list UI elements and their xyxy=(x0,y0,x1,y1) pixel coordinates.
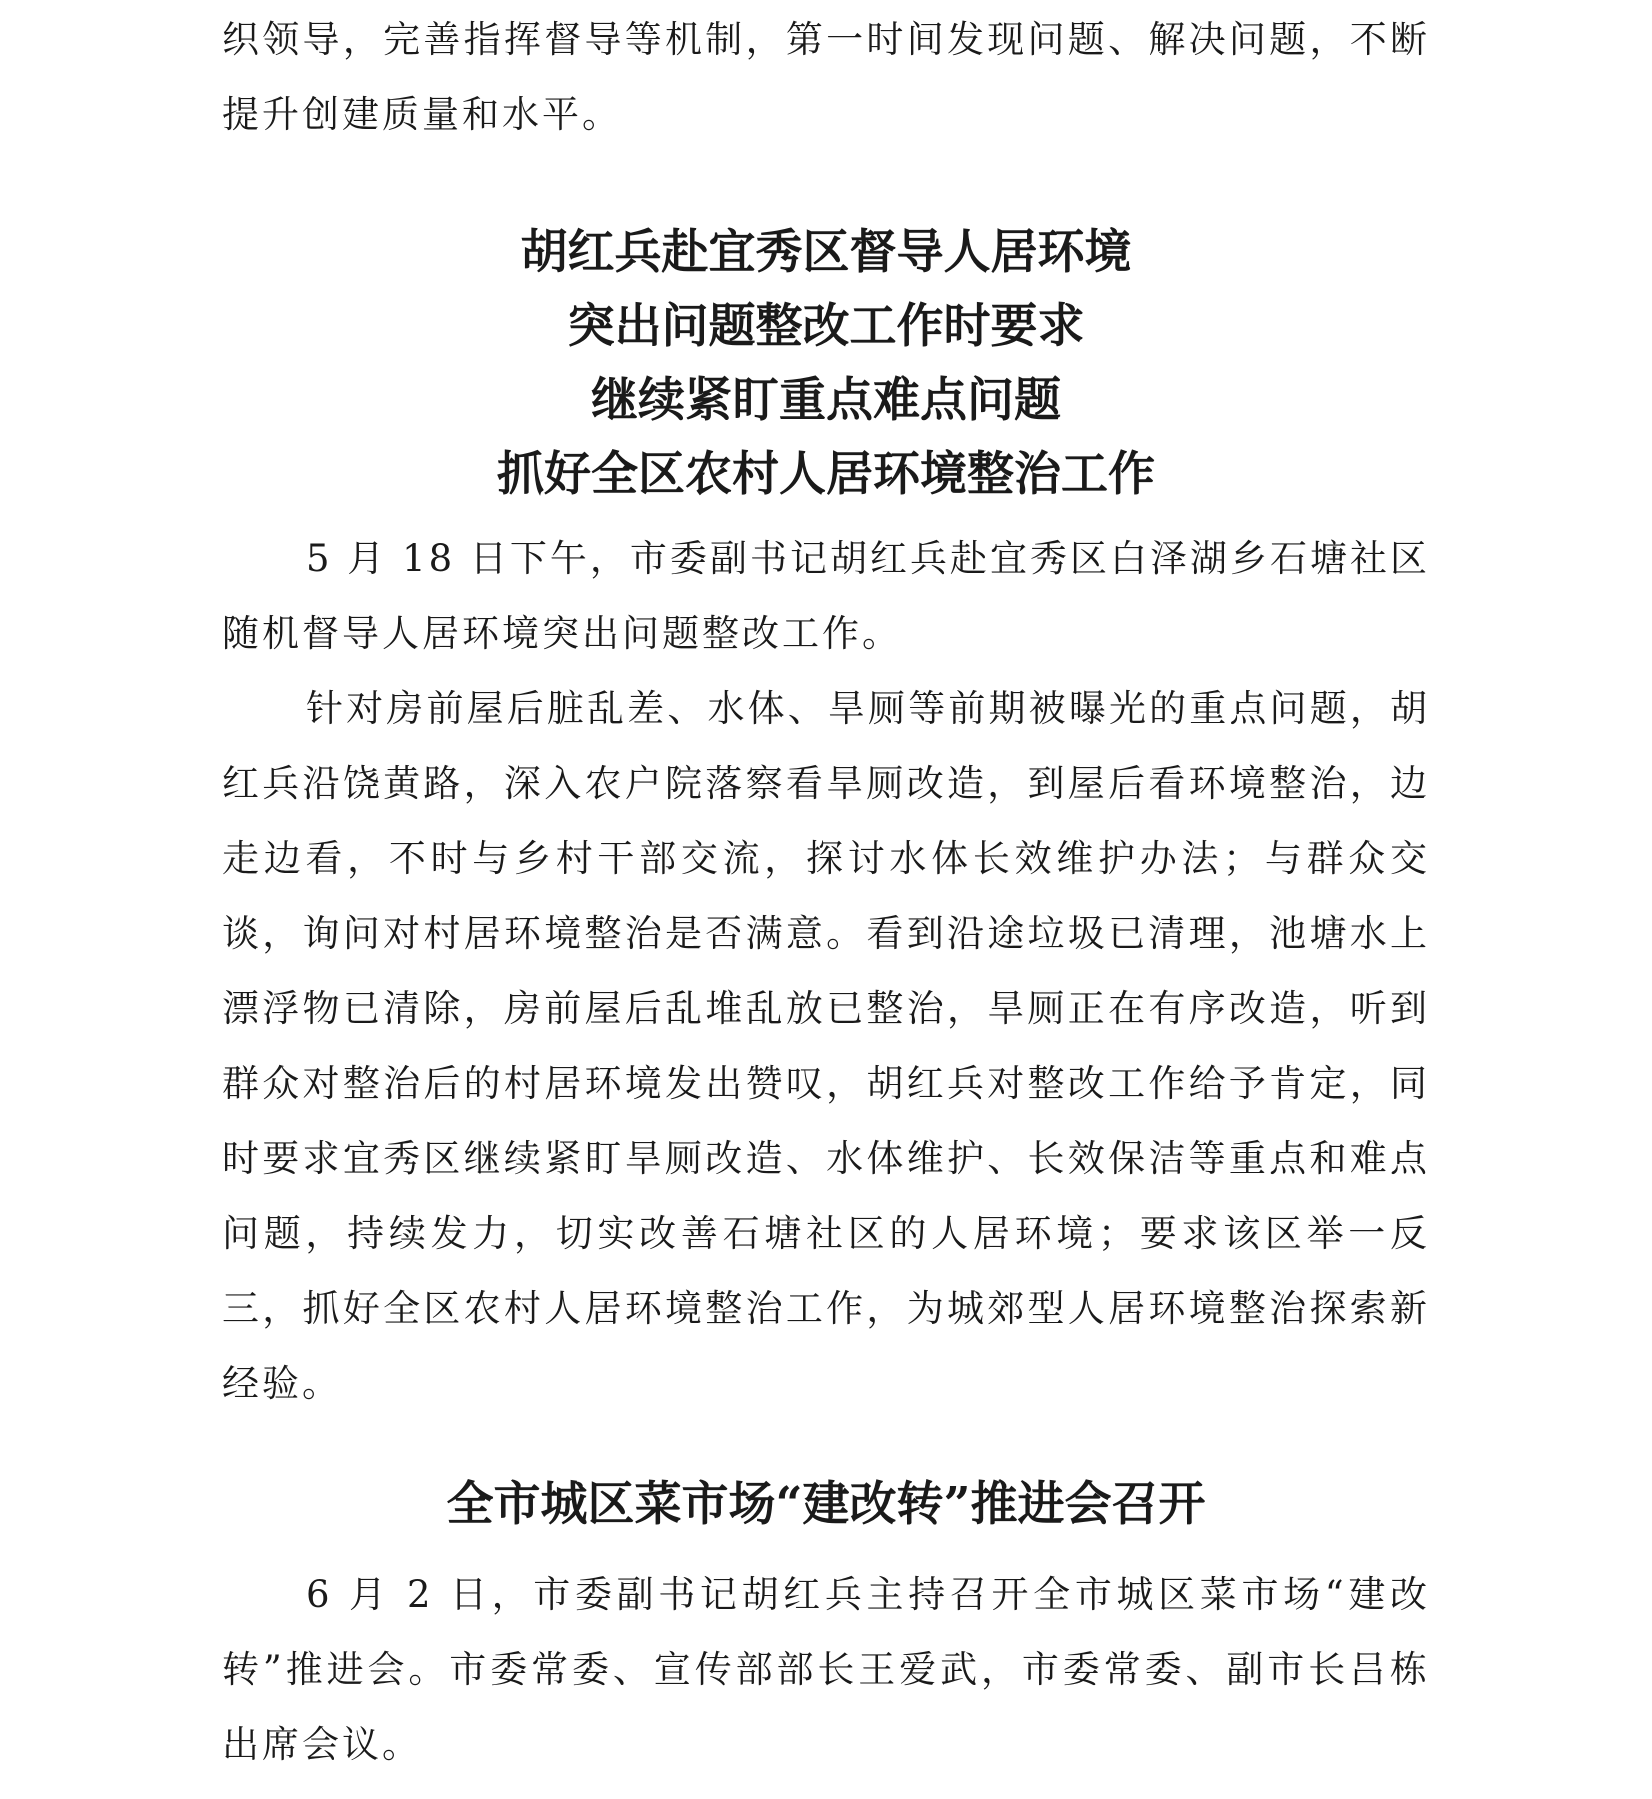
article-1-title-line: 突出问题整改工作时要求 xyxy=(567,299,1085,354)
article-1-body xyxy=(222,521,1430,1421)
article-1-title-line: 继续紧盯重点难点问题 xyxy=(591,373,1061,428)
article-1-heading xyxy=(222,216,1430,512)
article-1-title-line: 抓好全区农村人居环境整治工作 xyxy=(497,447,1155,502)
article-1-title xyxy=(222,216,1430,512)
article-1-title-line: 胡红兵赴宜秀区督导人居环境 xyxy=(520,225,1132,280)
intro-paragraph: 织领导，完善指挥督导等机制，第一时间发现问题、解决问题，不断提升创建质量和水平。 xyxy=(222,18,1430,136)
article-1-paragraph: 针对房前屋后脏乱差、水体、旱厕等前期被曝光的重点问题，胡红兵沿饶黄路，深入农户院落察看旱厕改造，到屋后看环境整治，边走边看，不时与乡村干部交流，探讨水体长效维护办法；与群众交谈，询问对村居环境整治是否满意。看到沿途垃圾已清理，池塘水上漂浮物已清除，房前屋后乱堆乱放已整治，旱厕正在有序改造，听到群众对整治后的村居环境发出赞叹，胡红兵对整改工作给予肯定，同时要求宜秀区继续紧盯旱厕改造、水体维护、长效保洁等重点和难点问题，持续发力，切实改善石塘社区的人居环境；要求该区举一反三，抓好全区农村人居环境整治工作，为城郊型人居环境整治探索新经验。 xyxy=(222,687,1430,1405)
article-2-paragraph: 6 月 2 日，市委副书记胡红兵主持召开全市城区菜市场“建改转”推进会。市委常委、宣传部部长王爱武，市委常委、副市长吕栋出席会议。 xyxy=(222,1573,1430,1766)
article-2-body xyxy=(222,1557,1430,1782)
article-1-paragraph: 5 月 18 日下午，市委副书记胡红兵赴宜秀区白泽湖乡石塘社区随机督导人居环境突出问题整改工作。 xyxy=(222,537,1430,655)
article-2-heading: 全市城区菜市场“建改转”推进会召开 xyxy=(446,1477,1206,1532)
article-2-title xyxy=(222,1468,1430,1542)
intro-section xyxy=(222,2,1430,152)
